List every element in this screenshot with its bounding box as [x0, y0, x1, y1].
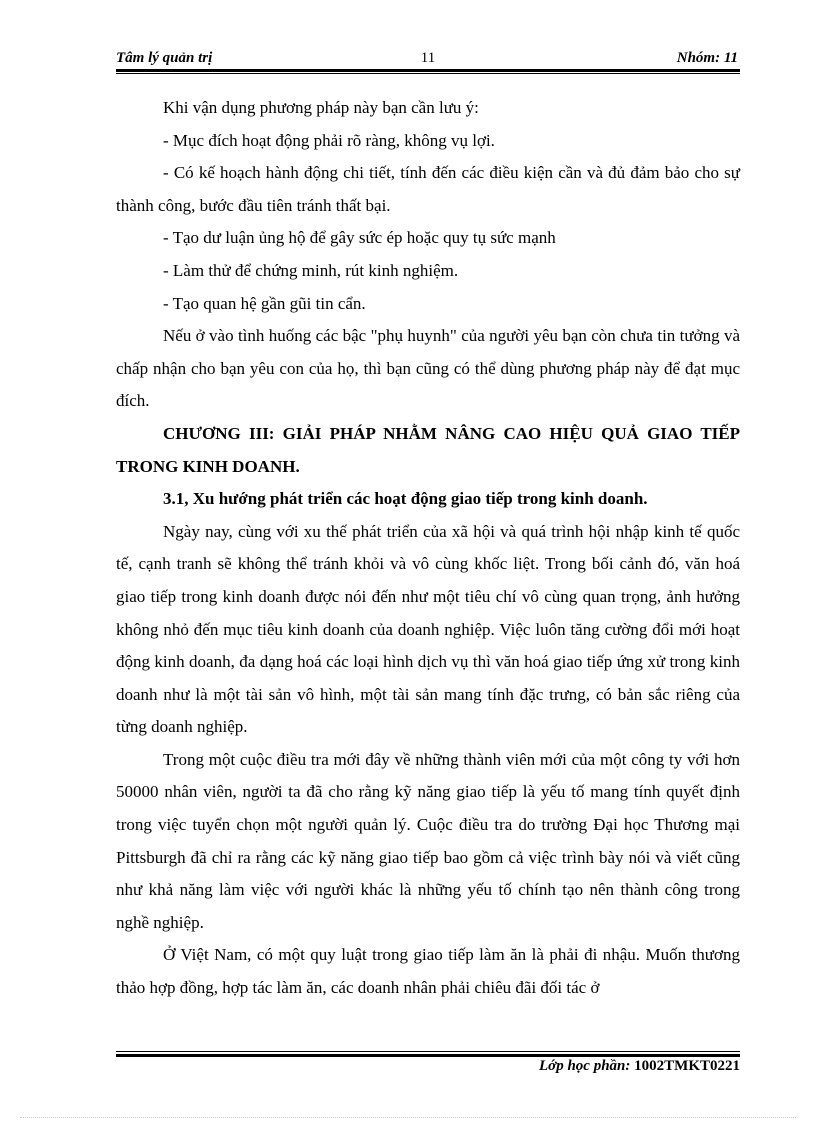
footer-rule-thin — [116, 1051, 740, 1052]
header-rule-thick — [116, 69, 740, 72]
footer-label: Lớp học phần: — [539, 1058, 631, 1074]
paragraph-trend: Ngày nay, cùng với xu thế phát triển của xã hội và quá trình hội nhập kinh tế quốc tế, cạnh tranh sẽ không thể tránh khỏi và vô cùng khốc liệt. Trong bối cảnh đó, văn hoá giao tiếp trong kinh doanh được nói đến như một tiêu chí vô cùng quan trọng, ảnh hưởng không nhỏ đến mục tiêu kinh doanh của doanh nghiệp. Việc luôn tăng cường đổi mới hoạt động kinh doanh, đa dạng hoá các loại hình dịch vụ thì văn hoá giao tiếp ứng xử trong kinh doanh như là một tài sản vô hình, một tài sản mang tính đặc trưng, có bản sắc riêng của từng doanh nghiệp. — [116, 521, 740, 737]
page-footer — [116, 1058, 740, 1075]
paragraph-vietnam: Ở Việt Nam, có một quy luật trong giao tiếp làm ăn là phải đi nhậu. Muốn thương thảo hợp đồng, hợp tác làm ăn, các doanh nhân phải chiêu đãi đối tác ở — [116, 945, 740, 998]
page-body — [116, 92, 740, 1005]
paragraph-parents: Nếu ở vào tình huống các bậc "phụ huynh" của người yêu bạn còn chưa tin tưởng và chấp nhận cho bạn yêu con của họ, thì bạn cũng có thể dùng phương pháp này để đạt mục đích. — [116, 326, 740, 411]
paragraph-intro: Khi vận dụng phương pháp này bạn cần lưu ý: — [163, 98, 479, 117]
page-bottom-dotted-line — [20, 1117, 796, 1118]
paragraph-survey: Trong một cuộc điều tra mới đây về những thành viên mới của một công ty với hơn 50000 nhân viên, người ta đã cho rằng kỹ năng giao tiếp là yếu tố mang tính quyết định trong việc tuyển chọn một người quản lý. Cuộc điều tra do trường Đại học Thương mại Pittsburgh đã chỉ ra rằng các kỹ năng giao tiếp bao gồm cả việc trình bày nói và viết cũng như khả năng làm việc với người khác là những yếu tố chính tạo nên thành công trong nghề nghiệp. — [116, 749, 740, 932]
list-item: - Tạo quan hệ gần gũi tin cẩn. — [163, 293, 366, 313]
header-group: Nhóm: 11 — [676, 50, 738, 66]
header-rule-thin — [116, 73, 740, 74]
footer-rule-thick — [116, 1054, 740, 1057]
section-heading: 3.1, Xu hướng phát triển các hoạt động giao tiếp trong kinh doanh. — [163, 489, 648, 509]
list-item: - Làm thử để chứng minh, rút kinh nghiệm. — [163, 260, 459, 280]
header-subject: Tâm lý quản trị — [116, 50, 213, 66]
list-item: - Tạo dư luận ủng hộ để gây sức ép hoặc quy tụ sức mạnh — [163, 228, 556, 248]
page-header — [116, 48, 740, 70]
list-item: - Mục đích hoạt động phải rõ ràng, không vụ lợi. — [163, 130, 495, 150]
chapter-heading: CHƯƠNG III: GIẢI PHÁP NHẰM NÂNG CAO HIỆU QUẢ GIAO TIẾP TRONG KINH DOANH. — [116, 423, 740, 476]
header-page-number: 11 — [420, 50, 436, 66]
list-item: - Có kế hoạch hành động chi tiết, tính đến các điều kiện cần và đủ đảm bảo cho sự thành công, bước đầu tiên tránh thất bại. — [116, 163, 740, 215]
footer-class-code: 1002TMKT0221 — [634, 1058, 740, 1074]
